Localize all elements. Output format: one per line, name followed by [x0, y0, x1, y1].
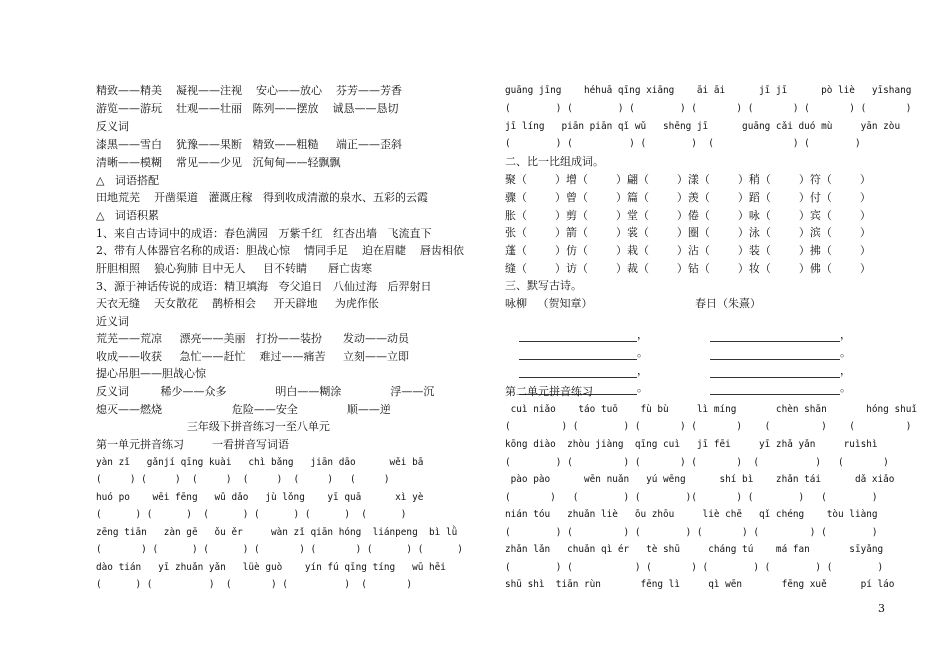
- section-heading: 三、默写古诗。: [505, 279, 582, 292]
- answer-blanks: ( ) ( ) ( ) ( ) ( ) ( ): [96, 509, 407, 520]
- answer-blanks: ( ) ( ) ( ) ( ) ( ) ( ): [505, 527, 878, 538]
- section-heading: 第二单元拼音练习: [505, 385, 593, 398]
- answer-blanks: ( ) ( ) ( ) ( ) ( ) ( ) ( ): [96, 544, 463, 555]
- poem-line-row[interactable]: 。 。: [505, 367, 851, 381]
- text-line: 肝胆相照 狼心狗肺 目中无人 目不转睛 唇亡齿寒: [96, 262, 372, 275]
- poem-title-left: 咏柳 （贺知章）: [505, 297, 593, 310]
- pinyin-line: guāng jīng héhuā qīng xiāng āi āi jī jī pò liè yīshang: [505, 85, 912, 96]
- poem-line-row[interactable]: 。 。: [505, 332, 851, 346]
- pinyin-line: jī líng piān piān qǐ wǔ shēng jī guāng cǎi duó mù yān zòu: [505, 121, 901, 132]
- text-line: 天衣无缝 天女散花 鹊桥相会 开天辟地 为虎作伥: [96, 297, 379, 310]
- answer-blanks: ( ) ( ) ( )( ) ( ) ( ): [505, 492, 878, 503]
- text-line: 游览——游玩 壮观——壮丽 陈列——摆放 诚恳——恳切: [96, 102, 399, 115]
- text-line: 清晰——模糊 常见——少见 沉甸甸——轻飘飘: [96, 156, 341, 169]
- compare-row: 骤（ ）曾（ ）篇（ ）羡（ ）蹈（ ）付（ ）: [505, 191, 871, 204]
- text-line: △ 词语搭配: [96, 174, 159, 187]
- answer-blanks: ( ) ( ) ( ) ( ) ( ): [505, 138, 861, 149]
- text-line: 田地荒芜 开凿渠道 灌溉庄稼 得到收成清澈的泉水、五彩的云霞: [96, 191, 428, 204]
- compare-row: 张（ ）箭（ ）裳（ ）圈（ ）泳（ ）滨（ ）: [505, 226, 871, 239]
- text-line: 反义词: [96, 120, 129, 133]
- section-heading: 二、比一比组成词。: [505, 155, 604, 168]
- answer-blanks: ( ) ( ) ( ) ( ) ( ) ( ): [96, 474, 390, 485]
- text-line: 近义词: [96, 315, 129, 328]
- page-number: 3: [878, 602, 885, 615]
- text-line: 熄灭——燃烧 危险——安全 顺——逆: [96, 403, 391, 416]
- poem-title-right: 春日（朱熹）: [695, 297, 761, 310]
- text-line: △ 词语积累: [96, 209, 159, 222]
- compare-row: 聚（ ）增（ ）翩（ ）漾（ ）稍（ ）符（ ）: [505, 173, 871, 186]
- text-line: 漆黑——雪白 犹豫——果断 精致——粗糙 端正——歪斜: [96, 138, 402, 151]
- text-line: 荒芜——荒凉 漂亮——美丽 打扮——装扮 发动——动员: [96, 332, 409, 345]
- pinyin-line: zhǎn lǎn chuǎn qì ér tè shū cháng tú má fan sīyǎng: [505, 544, 884, 555]
- compare-row: 缝（ ）访（ ）裁（ ）钻（ ）妆（ ）佛（ ）: [505, 262, 871, 275]
- pinyin-line: kōng diào zhòu jiàng qīng cuì jī fēi yī zhǎ yǎn ruìshì: [505, 439, 878, 450]
- section-title: 三年级下拼音练习一至八单元: [96, 420, 330, 433]
- compare-row: 胀（ ）剪（ ）堂（ ）倦（ ）咏（ ）宾（ ）: [505, 209, 871, 222]
- text-line: 1、来自古诗词中的成语：春色满园 万紫千红 红杏出墙 飞流直下: [96, 227, 432, 240]
- answer-blanks: ( ) ( ) ( ) ( ) ( ) ( ): [505, 457, 889, 468]
- text-line: 3、源于神话传说的成语：精卫填海 夸父追日 八仙过海 后羿射日: [96, 280, 432, 293]
- pinyin-line: zēng tiān zàn gē ǒu ěr wàn zǐ qiān hóng liánpeng bì lǜ: [96, 527, 458, 538]
- poem-line-row[interactable]: ， ，: [505, 350, 851, 364]
- poem-line-row[interactable]: ， ，: [505, 314, 851, 328]
- pinyin-line: huó po wēi fēng wǔ dǎo jù lǒng yī quā xì yè: [96, 492, 424, 503]
- answer-blanks: ( ) ( ) ( ) ( ) ( ) ( ): [505, 562, 884, 573]
- pinyin-line: pào pào wēn nuǎn yú wēng shí bì zhǎn tái dǎ xiǎo: [505, 474, 895, 485]
- text-line: 收成——收获 急忙——赶忙 难过——痛苦 立刻——立即: [96, 350, 409, 363]
- text-line: 反义词 稀少——众多 明白——糊涂 浮——沉: [96, 385, 435, 398]
- pinyin-line: shū shì tiān rùn fēng lì qì wēn fēng xuě pí láo: [505, 579, 895, 590]
- pinyin-line: dào tián yī zhuǎn yǎn lüè guò yín fú qīng tíng wū hēi: [96, 562, 446, 573]
- pinyin-line: nián tóu zhuǎn liè ōu zhōu liè chē qǐ chéng tòu liàng: [505, 509, 878, 520]
- text-line: 提心吊胆——胆战心惊: [96, 367, 206, 380]
- section-heading: 第一单元拼音练习 一看拼音写词语: [96, 438, 289, 451]
- answer-blanks: ( ) ( ) ( ) ( ) ( ) ( ): [505, 421, 912, 432]
- pinyin-line: yàn zǐ gǎnjí qīng kuài chì bǎng jiān dāo wěi bā: [96, 457, 424, 468]
- answer-blanks: ( ) ( ) ( ) ( ) ( ): [96, 579, 413, 590]
- text-line: 2、带有人体器官名称的成语：胆战心惊 情同手足 迫在眉睫 唇齿相依: [96, 244, 464, 257]
- text-line: 精致——精美 凝视——注视 安心——放心 芬芳——芳香: [96, 84, 402, 97]
- pinyin-line: cuì niǎo táo tuō fù bù lì míng chèn shān hóng shuǐ: [505, 404, 918, 415]
- answer-blanks: ( ) ( ) ( ) ( ) ( ) ( ) ( ): [505, 103, 912, 114]
- compare-row: 蓬（ ）仿（ ）栽（ ）沾（ ）装（ ）拂（ ）: [505, 244, 871, 257]
